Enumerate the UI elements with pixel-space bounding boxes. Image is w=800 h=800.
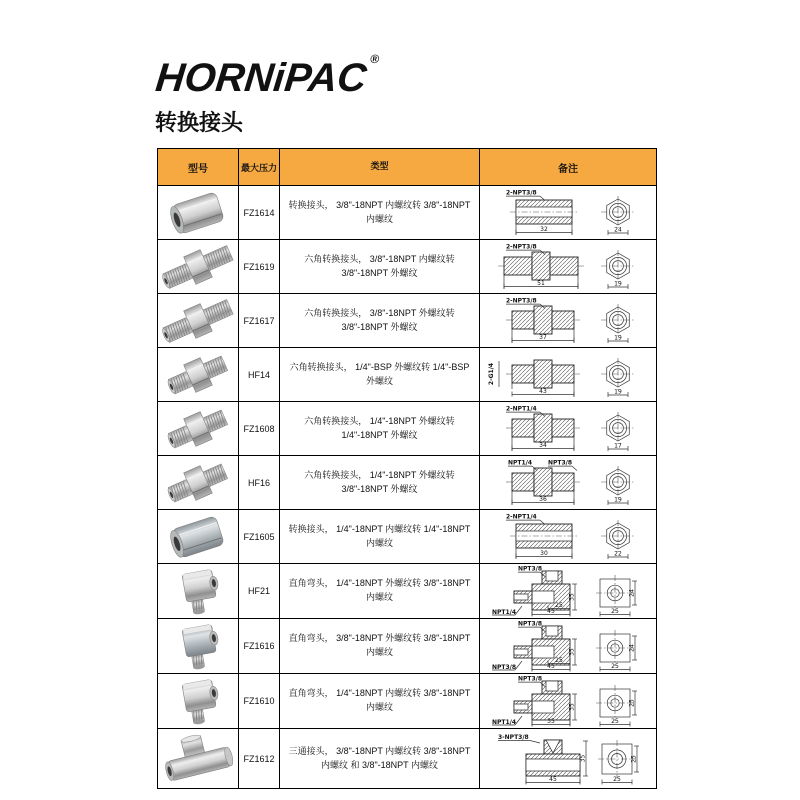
product-photo <box>159 241 237 293</box>
table-row <box>158 564 657 619</box>
product-photo-cell <box>158 456 239 510</box>
model-cell: FZ1614 <box>239 186 280 240</box>
product-photo-cell <box>158 564 239 619</box>
drawing-cell <box>480 564 657 619</box>
dim-label: 34 <box>539 441 547 449</box>
dim-label: 24 <box>628 589 636 597</box>
dim-label: 24 <box>614 226 622 234</box>
type-cell: 六角转换接头， 1/4"-18NPT 外螺纹转 3/8"-18NPT 外螺纹 <box>280 456 480 510</box>
technical-drawing <box>482 674 654 728</box>
table-row <box>158 294 657 348</box>
product-photo-cell <box>158 510 239 564</box>
thread-label: NPT1/4 <box>492 719 517 726</box>
thread-label: 3-NPT3/8 <box>498 733 529 741</box>
product-photo-cell <box>158 240 239 294</box>
model-cell: HF14 <box>239 348 280 402</box>
table-header-row <box>158 149 657 186</box>
dim-label: 36 <box>539 495 547 503</box>
thread-label: 2-NPT1/4 <box>506 405 537 412</box>
dim-label: 30 <box>540 549 548 557</box>
dim-label: 35 <box>568 648 576 656</box>
table-row <box>158 186 657 240</box>
dim-label: 25 <box>628 699 636 707</box>
type-cell: 六角转换接头， 3/8"-18NPT 内螺纹转 3/8"-18NPT 外螺纹 <box>280 240 480 294</box>
dim-label: 25 <box>611 608 619 616</box>
product-photo <box>159 457 237 509</box>
page-title: 转换接头 <box>155 110 244 135</box>
dim-label: 32 <box>540 225 548 233</box>
dim-label: 25 <box>611 663 619 671</box>
thread-label: 2-NPT3/8 <box>506 297 537 304</box>
technical-drawing <box>482 619 654 673</box>
drawing-cell <box>480 729 657 789</box>
dim-label: 19 <box>614 334 622 342</box>
thread-label: 2-NPT3/8 <box>506 243 537 250</box>
table-body <box>158 186 657 789</box>
drawing-cell <box>480 348 657 402</box>
dim-label: 22 <box>614 550 622 558</box>
thread-label: NPT3/8 <box>518 620 543 628</box>
product-photo-cell <box>158 294 239 348</box>
technical-drawing <box>482 349 654 401</box>
table-row <box>158 456 657 510</box>
technical-drawing <box>482 403 654 455</box>
table-row <box>158 240 657 294</box>
product-photo <box>159 403 237 455</box>
drawing-cell <box>480 294 657 348</box>
technical-drawing <box>482 511 654 563</box>
dim-label: 25 <box>555 657 563 665</box>
drawing-cell <box>480 510 657 564</box>
col-header-max-pressure: 最大压力 <box>239 149 280 186</box>
thread-label: NPT3/8 <box>548 459 573 466</box>
type-cell: 三通接头， 3/8"-18NPT 内螺纹转 3/8"-18NPT 内螺纹 和 3/8"-18NPT 内螺纹 <box>280 729 480 789</box>
drawing-cell <box>480 674 657 729</box>
technical-drawing <box>482 457 654 509</box>
dim-label: 45 <box>547 663 555 671</box>
dim-label: 19 <box>614 496 622 504</box>
product-photo <box>159 349 237 401</box>
table-row <box>158 402 657 456</box>
type-cell: 六角转换接头， 3/8"-18NPT 外螺纹转 3/8"-18NPT 外螺纹 <box>280 294 480 348</box>
thread-label: 2-G1/4 <box>488 362 495 385</box>
dim-label: 45 <box>547 608 555 616</box>
thread-label: NPT3/8 <box>492 664 517 671</box>
technical-drawing <box>482 187 654 239</box>
dim-label: 25 <box>555 602 563 610</box>
dim-label: 51 <box>537 279 545 287</box>
product-photo <box>159 295 237 347</box>
dim-label: 25 <box>611 718 619 726</box>
drawing-cell <box>480 619 657 674</box>
table-row <box>158 619 657 674</box>
drawing-cell <box>480 402 657 456</box>
product-photo-cell <box>158 186 239 240</box>
type-cell: 转换接头， 1/4"-18NPT 内螺纹转 1/4"-18NPT 内螺纹 <box>280 510 480 564</box>
model-cell: FZ1605 <box>239 510 280 564</box>
brand-logo <box>153 52 379 101</box>
drawing-cell <box>480 240 657 294</box>
dim-label: 37 <box>539 333 547 341</box>
product-photo-cell <box>158 619 239 674</box>
brand-logo-text: HORNiPAC <box>153 56 369 100</box>
type-cell: 直角弯头， 1/4"-18NPT 内螺纹转 3/8"-18NPT 内螺纹 <box>280 674 480 729</box>
table-row <box>158 348 657 402</box>
type-cell: 直角弯头， 3/8"-18NPT 外螺纹转 3/8"-18NPT 内螺纹 <box>280 619 480 674</box>
dim-label: 25 <box>613 775 621 783</box>
type-cell: 转换接头， 3/8"-18NPT 内螺纹转 3/8"-18NPT 内螺纹 <box>280 186 480 240</box>
product-photo <box>159 675 237 727</box>
dim-label: 19 <box>614 388 622 396</box>
product-photo <box>159 565 237 617</box>
table-row <box>158 510 657 564</box>
dim-label: 35 <box>568 703 576 711</box>
thread-label: NPT3/8 <box>518 565 543 573</box>
table-row <box>158 674 657 729</box>
product-photo-cell <box>158 674 239 729</box>
product-photo-cell <box>158 348 239 402</box>
product-photo <box>159 733 237 785</box>
drawing-cell <box>480 456 657 510</box>
dim-label: 24 <box>628 644 636 652</box>
model-cell: FZ1617 <box>239 294 280 348</box>
product-table <box>157 148 657 789</box>
drawing-cell <box>480 186 657 240</box>
thread-label: NPT3/8 <box>518 675 543 683</box>
dim-label: 43 <box>539 387 547 395</box>
product-photo <box>159 187 237 239</box>
type-cell: 六角转换接头， 1/4"-18NPT 外螺纹转 1/4"-18NPT 外螺纹 <box>280 402 480 456</box>
product-photo <box>159 511 237 563</box>
table-row <box>158 729 657 789</box>
type-cell: 六角转换接头， 1/4"-BSP 外螺纹转 1/4"-BSP 外螺纹 <box>280 348 480 402</box>
thread-label: 2-NPT3/8 <box>506 189 537 196</box>
dim-label: 35 <box>547 718 555 726</box>
dim-label: 45 <box>549 775 557 783</box>
model-cell: HF16 <box>239 456 280 510</box>
col-header-model: 型号 <box>158 149 239 186</box>
dim-label: 35 <box>579 754 587 762</box>
product-photo-cell <box>158 402 239 456</box>
thread-label: NPT1/4 <box>508 459 533 466</box>
product-photo-cell <box>158 729 239 789</box>
type-cell: 直角弯头， 1/4"-18NPT 外螺纹转 3/8"-18NPT 内螺纹 <box>280 564 480 619</box>
product-photo <box>159 620 237 672</box>
dim-label: 19 <box>614 280 622 288</box>
model-cell: FZ1619 <box>239 240 280 294</box>
thread-label: NPT1/4 <box>492 609 517 616</box>
thread-label: 2-NPT1/4 <box>506 513 537 520</box>
technical-drawing <box>482 564 654 618</box>
technical-drawing <box>482 295 654 347</box>
model-cell: HF21 <box>239 564 280 619</box>
registered-mark-icon: ® <box>369 52 380 66</box>
technical-drawing <box>482 241 654 293</box>
dim-label: 25 <box>630 754 638 763</box>
col-header-remark: 备注 <box>480 149 657 186</box>
dim-label: 35 <box>568 593 576 601</box>
col-header-type: 类型 <box>280 149 480 186</box>
model-cell: FZ1608 <box>239 402 280 456</box>
model-cell: FZ1612 <box>239 729 280 789</box>
model-cell: FZ1610 <box>239 674 280 729</box>
technical-drawing <box>482 732 654 786</box>
dim-label: 17 <box>614 442 622 450</box>
model-cell: FZ1616 <box>239 619 280 674</box>
